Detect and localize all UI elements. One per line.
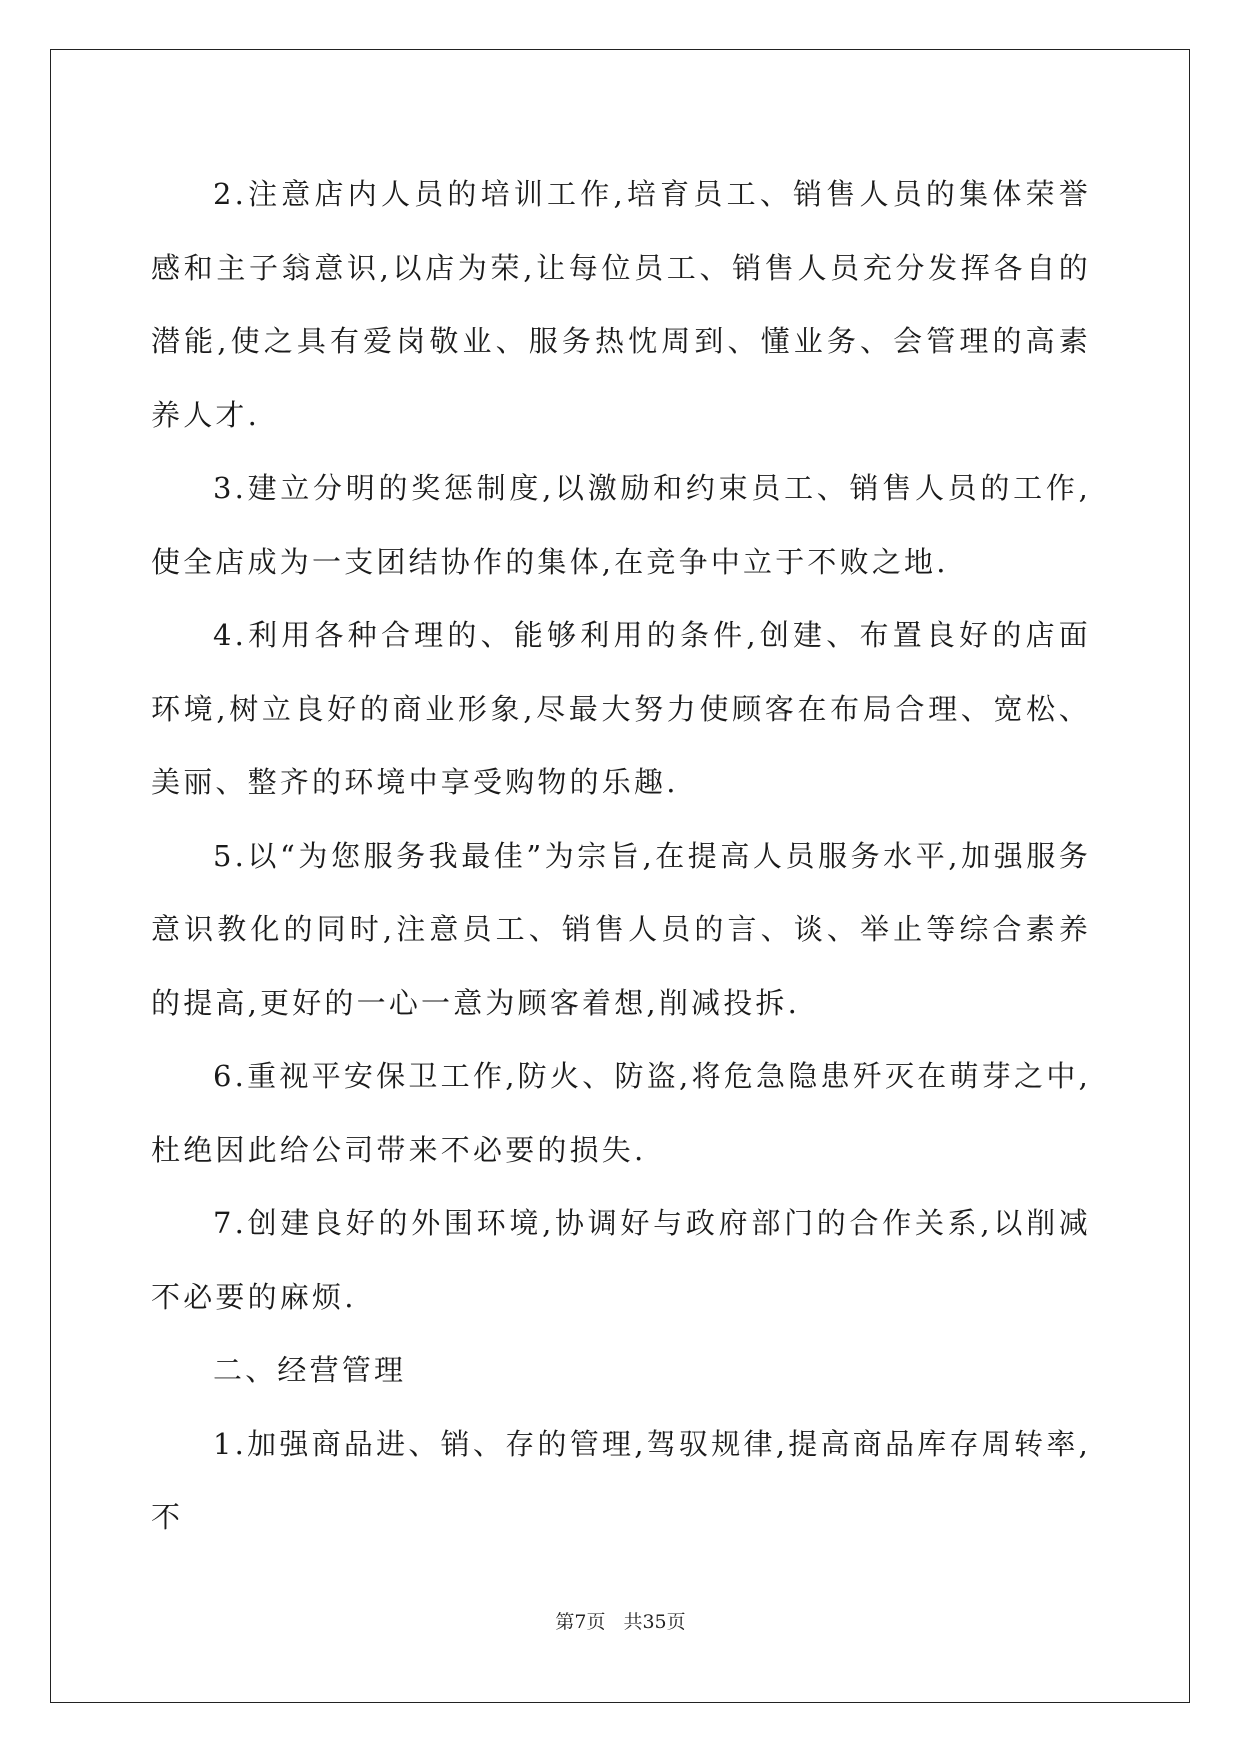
page-footer	[0, 1610, 1241, 1634]
paragraph-service-purpose: 5.以“为您服务我最佳”为宗旨,在提高人员服务水平,加强服务意识教化的同时,注意员工、销售人员的言、谈、举止等综合素养的提高,更好的一心一意为顾客着想,削减投拆.	[151, 838, 1091, 1020]
paragraph-security: 6.重视平安保卫工作,防火、防盗,将危急隐患歼灭在萌芽之中,杜绝因此给公司带来不必要的损失.	[151, 1059, 1091, 1167]
section-heading-business-management: 二、经营管理	[213, 1353, 407, 1387]
paragraph-reward-system: 3.建立分明的奖惩制度,以激励和约束员工、销售人员的工作,使全店成为一支团结协作的集体,在竞争中立于不败之地.	[151, 471, 1091, 579]
paragraph-staff-training: 2.注意店内人员的培训工作,培育员工、销售人员的集体荣誉感和主子翁意识,以店为荣,让每位员工、销售人员充分发挥各自的潜能,使之具有爱岗敬业、服务热忱周到、懂业务、会管理的高素养人才.	[151, 177, 1091, 432]
document-body	[151, 158, 1091, 1555]
paragraph-inventory-management: 1.加强商品进、销、存的管理,驾驭规律,提高商品库存周转率,不	[151, 1426, 1091, 1534]
page-number-current: 第7页	[555, 1611, 606, 1633]
paragraph-store-environment: 4.利用各种合理的、能够利用的条件,创建、布置良好的店面环境,树立良好的商业形象,尽最大努力使顾客在布局合理、宽松、美丽、整齐的环境中享受购物的乐趣.	[151, 618, 1091, 799]
paragraph-external-environment: 7.创建良好的外围环境,协调好与政府部门的合作关系,以削减不必要的麻烦.	[151, 1206, 1091, 1314]
page-number-total: 共35页	[623, 1611, 686, 1633]
